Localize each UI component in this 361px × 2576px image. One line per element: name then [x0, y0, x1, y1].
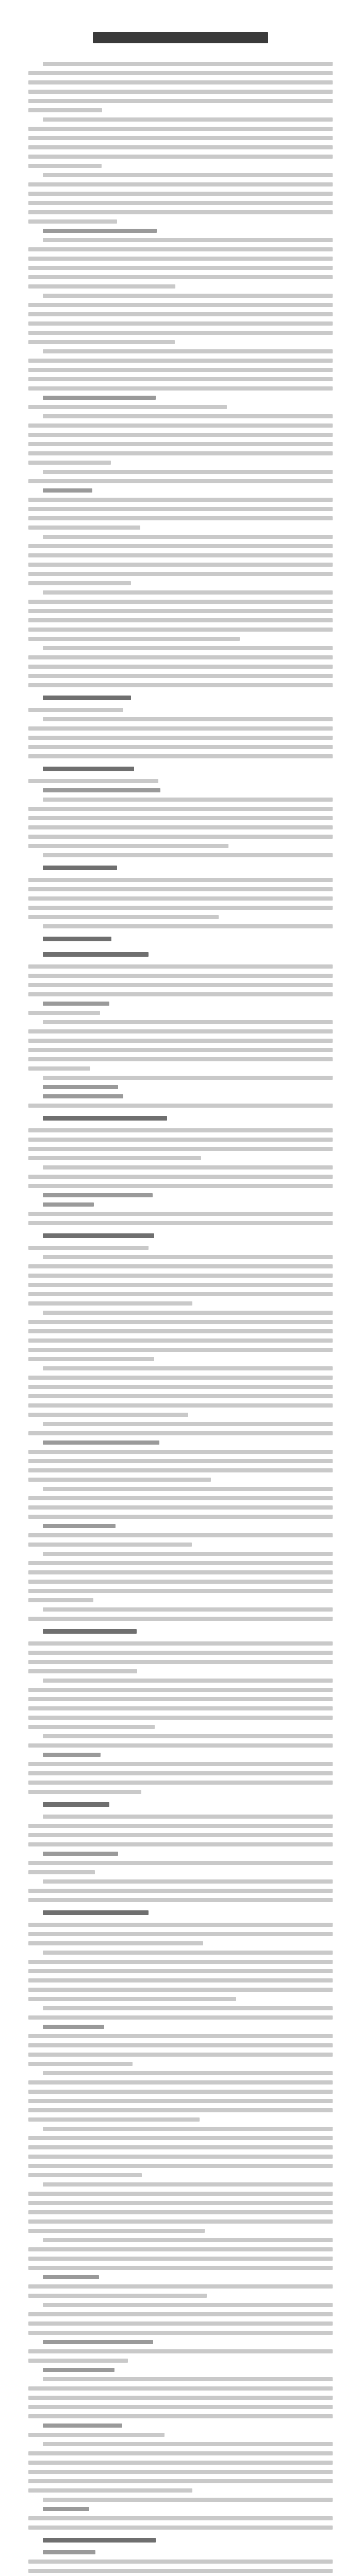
subsection-heading-line [43, 1753, 101, 1757]
text-line [28, 2015, 333, 2020]
text-line [28, 479, 333, 483]
text-line [28, 1716, 333, 1720]
text-line [28, 1221, 333, 1225]
text-line [28, 825, 333, 829]
text-line [28, 816, 333, 820]
text-line [28, 1842, 333, 1846]
subsection-heading-line [43, 2550, 95, 2554]
text-line [28, 708, 123, 712]
text-line [28, 1478, 211, 1482]
text-line [28, 1771, 333, 1775]
text-line [28, 145, 333, 149]
text-line [28, 498, 333, 502]
subsection-heading-line [43, 488, 92, 493]
text-line [43, 646, 333, 650]
text-line [28, 906, 333, 910]
text-line [28, 2210, 333, 2214]
text-line [28, 1301, 192, 1306]
text-line [28, 1066, 90, 1071]
text-line [43, 2442, 333, 2446]
text-line [28, 1898, 333, 1902]
text-line [43, 1366, 333, 1370]
text-line [28, 442, 333, 446]
text-line [28, 201, 333, 205]
text-line [28, 1357, 154, 1361]
text-line [28, 1147, 333, 1151]
text-line [28, 1932, 333, 1936]
text-line [28, 807, 333, 811]
subsection-heading-line [43, 1094, 123, 1098]
text-line [28, 2488, 192, 2493]
text-line [28, 99, 333, 103]
text-line [28, 1697, 333, 1701]
text-line [43, 1607, 333, 1612]
text-line [28, 2155, 333, 2159]
text-line [28, 754, 333, 758]
text-line [28, 1861, 333, 1865]
text-line [43, 1879, 333, 1884]
text-line [28, 2560, 333, 2564]
text-line [43, 117, 333, 122]
text-line [28, 1923, 333, 1927]
text-line [28, 1212, 333, 1216]
text-line [28, 451, 333, 455]
text-line [28, 1385, 333, 1389]
text-line [28, 1348, 333, 1352]
text-line [28, 1496, 333, 1500]
text-line [43, 798, 333, 802]
subsection-heading-line [43, 1202, 94, 1207]
text-line [28, 2405, 333, 2409]
text-line [28, 1598, 93, 1602]
section-heading-line [43, 2538, 156, 2543]
section-heading-line [43, 1629, 137, 1634]
text-line [28, 275, 333, 279]
text-line [28, 405, 227, 409]
text-line [28, 544, 333, 548]
text-line [28, 71, 333, 75]
text-line [28, 1570, 333, 1574]
subsection-heading-line [43, 1085, 118, 1089]
text-line [28, 683, 333, 687]
subsection-heading-line [43, 2275, 99, 2279]
text-line [43, 2127, 333, 2131]
text-line [28, 1941, 203, 1945]
text-line [28, 1660, 333, 1664]
text-line [28, 247, 333, 251]
text-line [28, 2396, 333, 2400]
text-line [28, 1175, 333, 1179]
text-line [28, 210, 333, 214]
text-line [28, 303, 333, 307]
text-line [43, 1422, 333, 1426]
text-line [28, 1292, 333, 1296]
text-line [28, 983, 333, 987]
text-line [28, 1706, 333, 1710]
text-line [28, 127, 333, 131]
text-line [28, 2386, 333, 2391]
text-line [43, 2182, 333, 2187]
text-line [28, 2349, 333, 2353]
subsection-heading-line [43, 229, 157, 233]
text-line [28, 915, 219, 919]
text-line [28, 1688, 333, 1692]
text-line [28, 1459, 333, 1463]
text-line [28, 628, 333, 632]
text-line [28, 2284, 333, 2289]
text-line [28, 2359, 128, 2363]
section-heading-line [43, 937, 111, 941]
text-line [28, 1790, 141, 1794]
text-line [28, 1048, 333, 1052]
text-line [43, 2238, 333, 2242]
text-line [28, 2090, 333, 2094]
text-line [28, 1978, 333, 1982]
text-line [28, 726, 333, 731]
subsection-heading-line [43, 1002, 109, 1006]
subsection-heading-line [43, 1524, 116, 1528]
text-line [28, 637, 240, 641]
text-line [28, 1057, 333, 1061]
text-line [28, 1889, 333, 1893]
text-line [28, 609, 333, 613]
text-line [28, 312, 333, 316]
text-line [28, 2145, 333, 2149]
text-line [28, 1468, 333, 1472]
text-line [28, 507, 333, 511]
text-line [28, 844, 228, 848]
text-line [28, 1870, 95, 1874]
text-line [28, 581, 131, 585]
text-line [28, 136, 333, 140]
text-line [28, 2034, 333, 2038]
text-line [28, 1274, 333, 1278]
text-line [28, 1505, 333, 1510]
text-line [28, 600, 333, 604]
section-heading-line [43, 1116, 167, 1121]
text-line [28, 1320, 333, 1324]
text-line [28, 1988, 333, 1992]
text-line [28, 2470, 333, 2474]
text-line [28, 1376, 333, 1380]
text-line [28, 219, 117, 224]
text-line [28, 331, 333, 335]
text-line [28, 80, 333, 84]
text-line [43, 535, 333, 539]
section-heading-line [43, 1233, 154, 1238]
text-line [43, 717, 333, 721]
text-line [43, 2006, 333, 2010]
text-line [28, 526, 140, 530]
text-line [28, 266, 333, 270]
text-line [28, 2043, 333, 2047]
text-line [28, 192, 333, 196]
text-line [43, 1951, 333, 1955]
text-line [28, 1029, 333, 1033]
text-line [28, 2053, 333, 2057]
text-line [28, 974, 333, 978]
text-line [28, 2414, 333, 2418]
text-line [28, 655, 333, 659]
text-line [43, 924, 333, 928]
text-line [28, 1833, 333, 1837]
subsection-heading-line [43, 396, 156, 400]
text-line [28, 2229, 205, 2233]
text-line [28, 182, 333, 187]
text-line [28, 835, 333, 839]
text-line [28, 1725, 155, 1729]
subsection-heading-line [43, 2340, 153, 2344]
text-line [28, 423, 333, 428]
text-line [28, 745, 333, 749]
text-line [43, 62, 333, 66]
text-line [28, 1533, 333, 1537]
section-heading-line [43, 696, 131, 700]
text-line [43, 1165, 333, 1170]
text-line [28, 2312, 333, 2316]
text-line [28, 2164, 333, 2168]
text-line [28, 1743, 333, 1748]
text-line [43, 2498, 333, 2502]
subsection-heading-line [43, 2368, 114, 2372]
text-line [43, 1255, 333, 1259]
section-heading-line [43, 767, 134, 771]
text-line [28, 1561, 333, 1565]
text-line [43, 294, 333, 298]
subsection-heading-line [43, 1440, 159, 1445]
text-line [28, 1329, 333, 1333]
text-line [28, 1641, 333, 1646]
text-line [28, 1413, 188, 1417]
text-line [43, 1487, 333, 1491]
text-line [43, 2071, 333, 2075]
text-line [28, 563, 333, 567]
text-line [28, 1394, 333, 1398]
text-line [43, 173, 333, 177]
document-title [21, 30, 340, 45]
text-line [28, 1669, 137, 1673]
text-line [28, 1781, 333, 1785]
text-line [28, 665, 333, 669]
text-line [28, 1128, 333, 1132]
text-line [43, 1552, 333, 1556]
text-line [28, 896, 333, 901]
document-body [28, 62, 333, 2576]
text-line [28, 433, 333, 437]
text-line [28, 340, 175, 344]
text-line [28, 1338, 333, 1343]
text-line [43, 590, 333, 595]
text-line [28, 2451, 333, 2455]
text-line [28, 108, 102, 112]
text-line [28, 572, 333, 576]
text-line [43, 414, 333, 418]
text-line [28, 1283, 333, 1287]
text-line [28, 1762, 333, 1766]
text-line [28, 2526, 333, 2530]
text-line [28, 992, 333, 996]
text-line [28, 2062, 133, 2066]
text-line [43, 349, 333, 353]
text-line [43, 2377, 333, 2381]
text-line [28, 1104, 333, 1108]
text-line [28, 2516, 333, 2520]
text-line [28, 2201, 333, 2205]
text-line [28, 2433, 165, 2437]
text-line [28, 2247, 333, 2251]
text-line [28, 164, 102, 168]
text-line [28, 553, 333, 557]
text-line [28, 1246, 149, 1250]
document-title-text [93, 32, 268, 43]
text-line [28, 1156, 201, 1160]
text-line [28, 257, 333, 261]
text-line [28, 779, 158, 783]
text-line [28, 2219, 333, 2224]
text-line [28, 2257, 333, 2261]
subsection-heading-line [43, 2025, 104, 2029]
text-line [28, 1403, 333, 1408]
text-line [43, 1311, 333, 1315]
text-line [28, 2479, 333, 2483]
text-line [43, 1815, 333, 1819]
text-line [28, 2173, 142, 2177]
text-line [28, 1543, 192, 1547]
subsection-heading-line [43, 2507, 89, 2511]
text-line [28, 1824, 333, 1828]
text-line [28, 1651, 333, 1655]
text-line [28, 90, 333, 94]
text-line [28, 2108, 333, 2112]
section-heading-line [43, 866, 117, 870]
text-line [28, 516, 333, 520]
text-line [28, 887, 333, 891]
text-line [28, 736, 333, 740]
subsection-heading-line [43, 1193, 153, 1197]
text-line [28, 1039, 333, 1043]
text-line [28, 2569, 333, 2573]
text-line [43, 1679, 333, 1683]
text-line [28, 359, 333, 363]
text-line [43, 1734, 333, 1738]
text-line [43, 2303, 333, 2307]
text-line [28, 2136, 333, 2140]
text-line [28, 2192, 333, 2196]
text-line [28, 1431, 333, 1435]
text-line [28, 1011, 100, 1015]
text-line [28, 1617, 333, 1621]
text-line [28, 2117, 200, 2122]
text-line [28, 2294, 207, 2298]
text-line [28, 155, 333, 159]
text-line [28, 321, 333, 326]
text-line [28, 2099, 333, 2103]
section-heading-line [43, 952, 149, 957]
text-line [28, 386, 333, 391]
text-line [28, 368, 333, 372]
text-line [28, 1138, 333, 1142]
text-line [28, 2080, 333, 2084]
text-line [28, 1969, 333, 1973]
text-line [28, 878, 333, 882]
text-line [28, 1515, 333, 1519]
text-line [28, 1997, 236, 2001]
text-line [43, 470, 333, 474]
text-line [28, 377, 333, 381]
text-line [28, 2461, 333, 2465]
text-line [28, 964, 333, 969]
subsection-heading-line [43, 2424, 122, 2428]
text-line [28, 1580, 333, 1584]
text-line [28, 2266, 333, 2270]
text-line [43, 1020, 333, 1024]
text-line [43, 1076, 333, 1080]
text-line [28, 1264, 333, 1268]
text-line [43, 238, 333, 242]
text-line [28, 284, 175, 289]
text-line [28, 674, 333, 678]
subsection-heading-line [43, 1852, 118, 1856]
text-line [28, 1589, 333, 1593]
section-heading-line [43, 1802, 109, 1807]
text-line [28, 618, 333, 622]
section-heading-line [43, 1910, 149, 1915]
text-line [28, 2321, 333, 2326]
text-line [28, 461, 111, 465]
text-line [28, 2331, 333, 2335]
text-line [28, 1450, 333, 1454]
text-line [28, 1184, 333, 1188]
subsection-heading-line [43, 788, 160, 792]
text-line [43, 853, 333, 857]
text-line [28, 1960, 333, 1964]
